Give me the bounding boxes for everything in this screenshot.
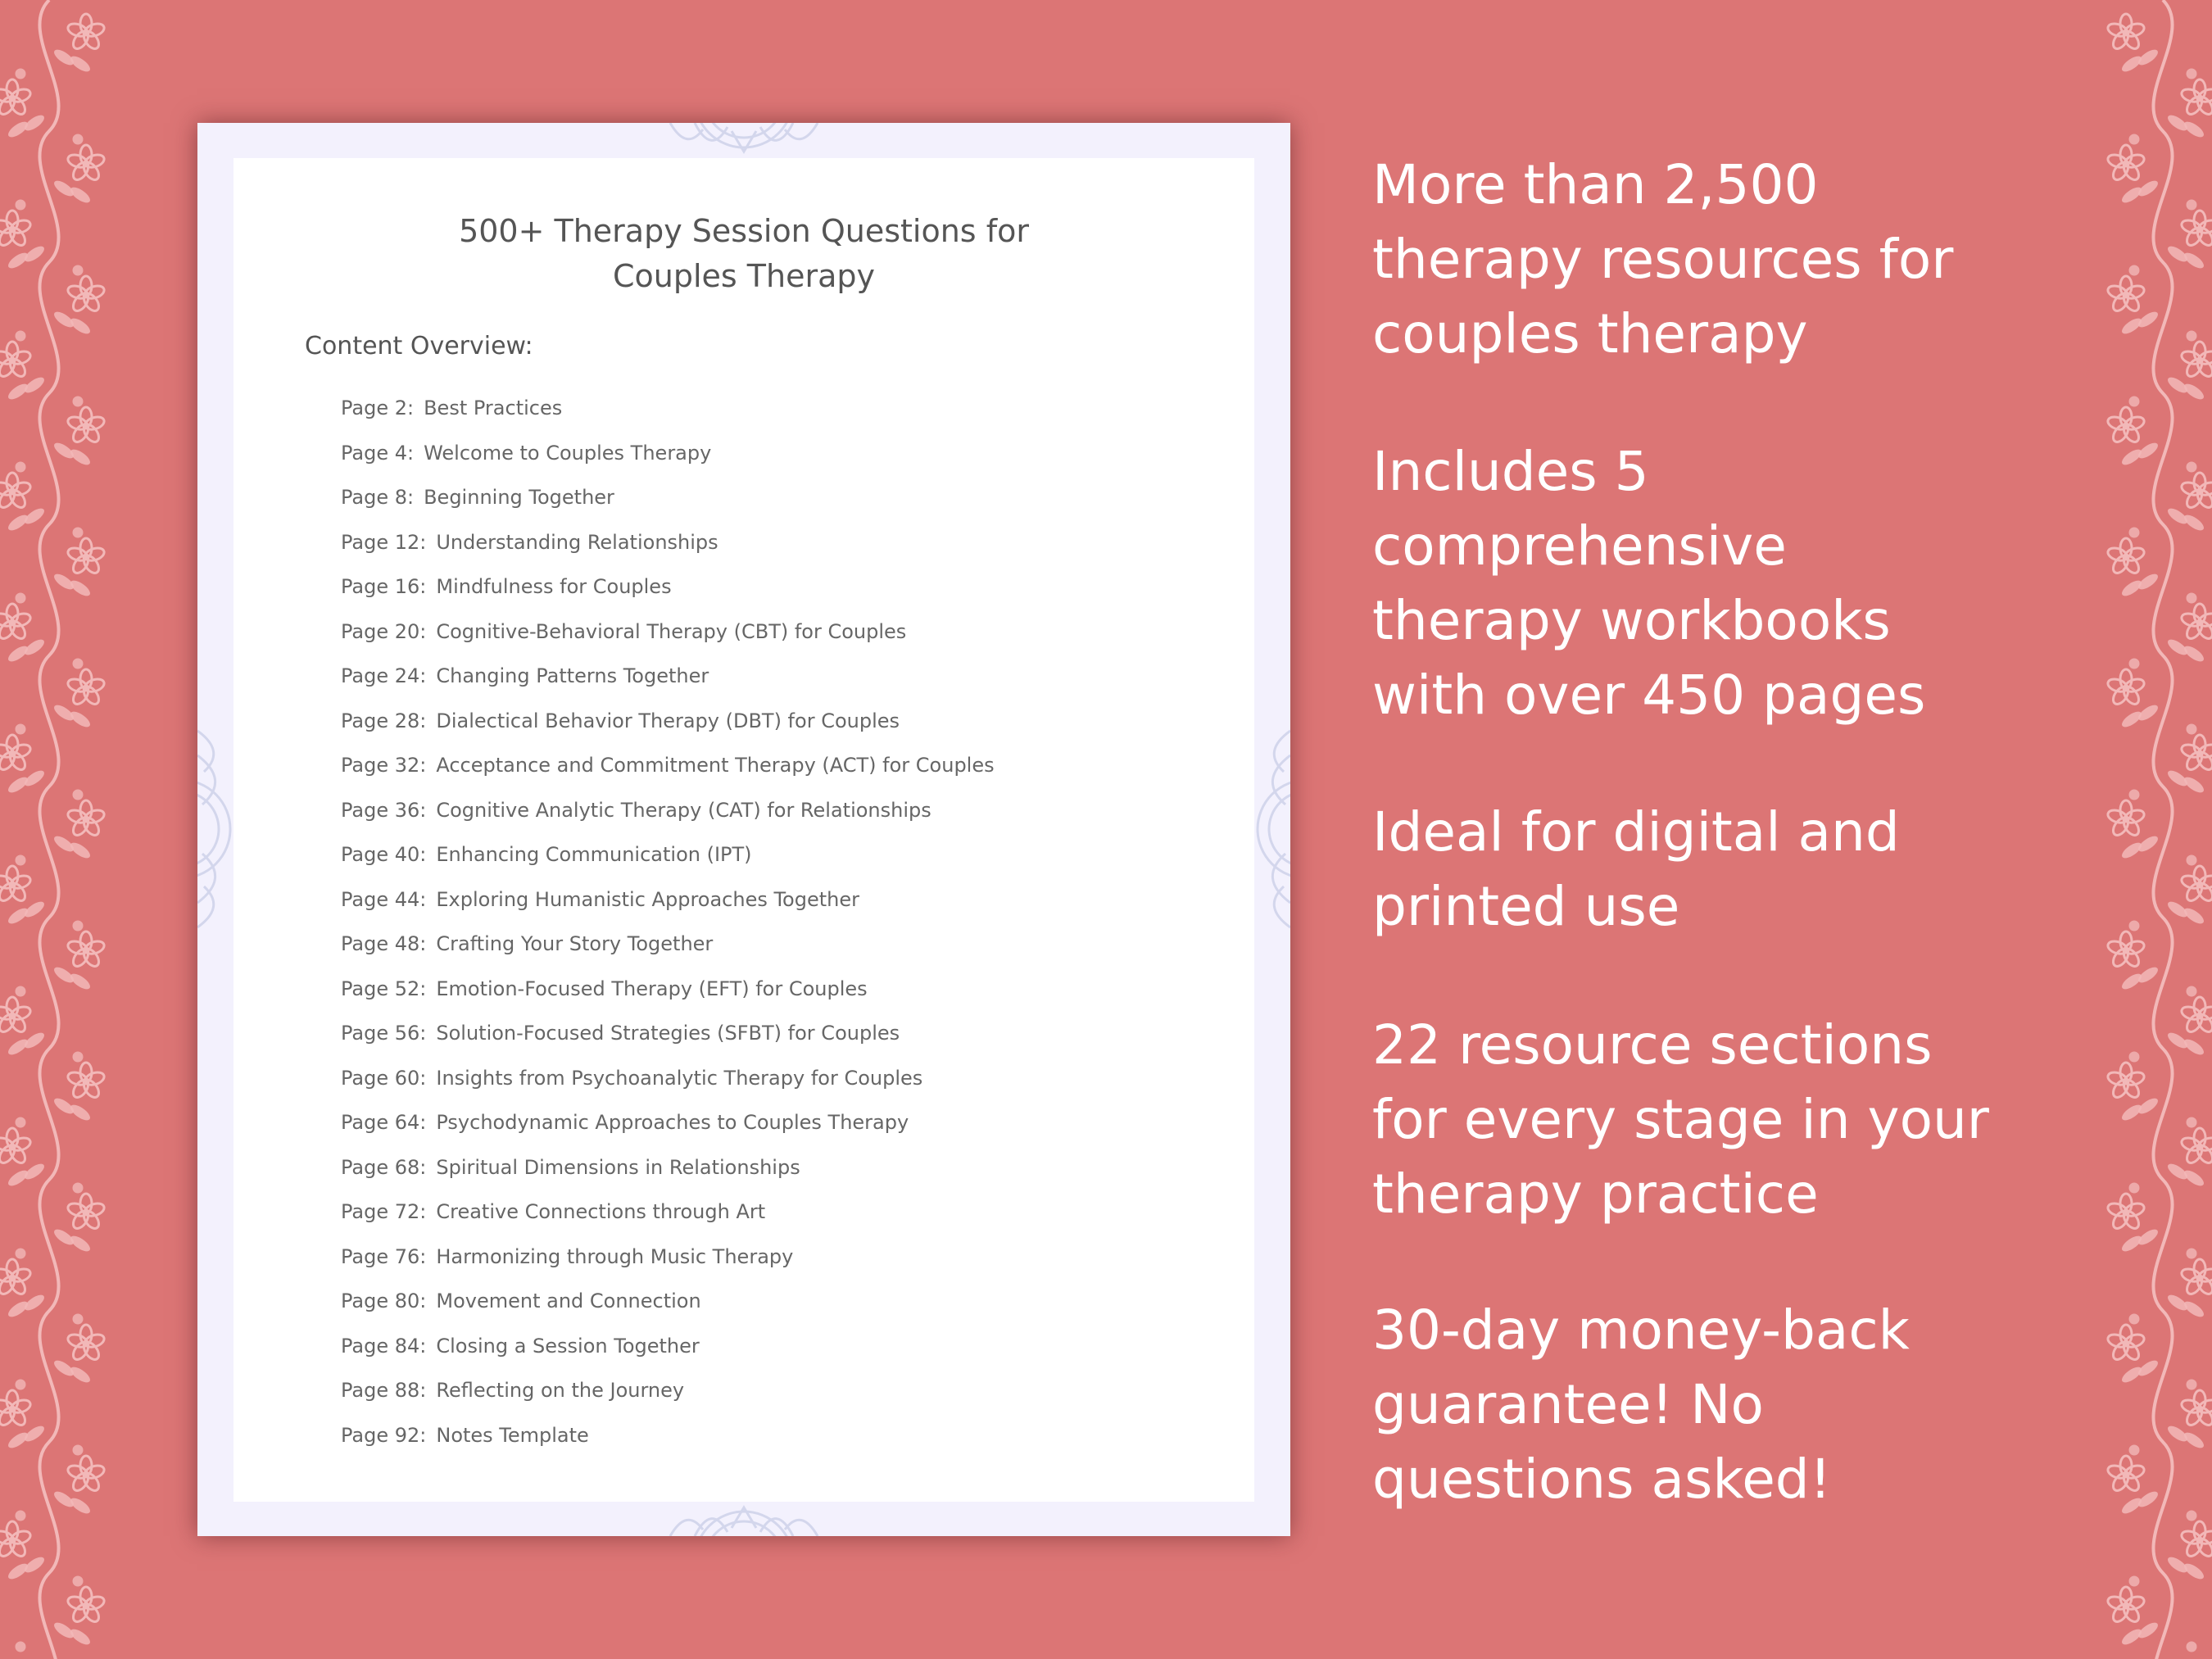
toc-section-title: Crafting Your Story Together	[436, 932, 714, 955]
toc-item	[341, 922, 995, 967]
toc-section-title: Cognitive Analytic Therapy (CAT) for Relationships	[436, 798, 931, 822]
mandala-left-icon	[197, 706, 233, 952]
toc-item	[341, 431, 995, 476]
document-title-line: Couples Therapy	[613, 258, 875, 294]
toc-page-number: Page 16:	[341, 575, 427, 598]
document-content	[233, 158, 1254, 1502]
toc-section-title: Enhancing Communication (IPT)	[436, 843, 752, 866]
toc-section-title: Best Practices	[424, 397, 563, 419]
mandala-top-icon	[580, 123, 908, 158]
toc-page-number: Page 76:	[341, 1244, 427, 1268]
toc-item	[341, 788, 995, 833]
feature-text	[1372, 1008, 1989, 1231]
document-title	[233, 209, 1254, 299]
toc-page-number: Page 68:	[341, 1155, 427, 1179]
toc-page-number: Page 60:	[341, 1066, 427, 1090]
feature-text-line: comprehensive	[1372, 514, 1787, 578]
toc-page-number: Page 32:	[341, 754, 427, 777]
toc-page-number: Page 52:	[341, 977, 427, 1000]
content-overview-label: Content Overview:	[305, 332, 533, 360]
feature-text-line: printed use	[1372, 875, 1680, 938]
feature-text-line: Includes 5	[1372, 440, 1649, 503]
feature-text	[1372, 434, 1925, 732]
toc-item	[341, 877, 995, 922]
toc-item	[341, 610, 995, 655]
document-title-line: 500+ Therapy Session Questions for	[459, 213, 1029, 249]
toc-page-number: Page 2:	[341, 397, 415, 419]
toc-section-title: Acceptance and Commitment Therapy (ACT) for Couples	[436, 754, 995, 777]
feature-text-line: therapy resources for	[1372, 228, 1954, 291]
toc-page-number: Page 40:	[341, 843, 427, 866]
toc-section-title: Reflecting on the Journey	[436, 1379, 685, 1402]
toc-section-title: Spiritual Dimensions in Relationships	[436, 1155, 800, 1179]
toc-item	[341, 386, 995, 431]
toc-section-title: Movement and Connection	[436, 1290, 701, 1312]
floral-vine-left-icon	[0, 0, 164, 1659]
toc-page-number: Page 48:	[341, 932, 427, 955]
feature-text-line: therapy practice	[1372, 1163, 1819, 1226]
toc-section-title: Changing Patterns Together	[436, 664, 709, 687]
toc-page-number: Page 72:	[341, 1200, 427, 1223]
toc-section-title: Notes Template	[436, 1423, 589, 1447]
toc-item	[341, 1145, 995, 1190]
toc-item	[341, 832, 995, 877]
toc-section-title: Solution-Focused Strategies (SFBT) for Couples	[436, 1022, 900, 1045]
feature-text-line: More than 2,500	[1372, 153, 1819, 216]
toc-item	[341, 743, 995, 788]
feature-text	[1372, 795, 1900, 944]
toc-item	[341, 1235, 995, 1280]
toc-section-title: Closing a Session Together	[436, 1334, 700, 1358]
toc-page-number: Page 64:	[341, 1111, 427, 1134]
toc-item	[341, 967, 995, 1012]
toc-page-number: Page 44:	[341, 887, 427, 911]
toc-section-title: Exploring Humanistic Approaches Together	[436, 887, 859, 911]
toc-section-title: Beginning Together	[424, 486, 614, 509]
toc-section-title: Psychodynamic Approaches to Couples Therapy	[436, 1111, 909, 1134]
feature-text-line: therapy workbooks	[1372, 589, 1891, 652]
toc-page-number: Page 20:	[341, 619, 427, 643]
toc-item	[341, 654, 995, 699]
mandala-bottom-icon	[580, 1502, 908, 1536]
toc-item	[341, 1190, 995, 1235]
toc-item	[341, 520, 995, 565]
feature-text-line: 30-day money-back	[1372, 1299, 1910, 1362]
feature-text-line: 22 resource sections	[1372, 1013, 1933, 1077]
feature-text-line: questions asked!	[1372, 1448, 1832, 1511]
toc-section-title: Insights from Psychoanalytic Therapy for Couples	[436, 1066, 923, 1090]
feature-text-line: for every stage in your	[1372, 1088, 1989, 1151]
toc-section-title: Cognitive-Behavioral Therapy (CBT) for Couples	[436, 619, 907, 643]
feature-text-line: Ideal for digital and	[1372, 800, 1900, 863]
toc-section-title: Emotion-Focused Therapy (EFT) for Couples	[436, 977, 868, 1000]
toc-section-title: Creative Connections through Art	[436, 1200, 766, 1223]
toc-section-title: Welcome to Couples Therapy	[424, 441, 712, 465]
toc-item	[341, 1011, 995, 1056]
toc-section-title: Dialectical Behavior Therapy (DBT) for Couples	[436, 709, 900, 732]
toc-item	[341, 1100, 995, 1145]
toc-section-title: Mindfulness for Couples	[436, 575, 672, 598]
feature-text	[1372, 147, 1953, 371]
toc-page-number: Page 80:	[341, 1290, 427, 1312]
toc-item	[341, 699, 995, 744]
toc-page-number: Page 84:	[341, 1334, 427, 1358]
floral-vine-right-icon	[2048, 0, 2212, 1659]
mandala-right-icon	[1254, 706, 1290, 952]
toc-item	[341, 1413, 995, 1458]
toc-section-title: Understanding Relationships	[436, 530, 718, 554]
toc-page-number: Page 36:	[341, 798, 427, 822]
toc-page-number: Page 28:	[341, 709, 427, 732]
feature-text-line: with over 450 pages	[1372, 664, 1926, 727]
feature-text-line: couples therapy	[1372, 302, 1808, 365]
toc-item	[341, 1279, 995, 1324]
toc-page-number: Page 56:	[341, 1022, 427, 1045]
feature-text-line: guarantee! No	[1372, 1373, 1764, 1436]
document-page	[197, 123, 1290, 1536]
toc-page-number: Page 12:	[341, 530, 427, 554]
toc-item	[341, 1056, 995, 1101]
feature-text	[1372, 1293, 1910, 1516]
toc-item	[341, 564, 995, 610]
toc-page-number: Page 24:	[341, 664, 427, 687]
toc-page-number: Page 4:	[341, 441, 415, 465]
toc-page-number: Page 8:	[341, 486, 415, 509]
table-of-contents	[341, 386, 995, 1457]
toc-page-number: Page 92:	[341, 1423, 427, 1447]
toc-item	[341, 1324, 995, 1369]
toc-section-title: Harmonizing through Music Therapy	[436, 1244, 794, 1268]
toc-page-number: Page 88:	[341, 1379, 427, 1402]
toc-item	[341, 475, 995, 520]
toc-item	[341, 1368, 995, 1413]
